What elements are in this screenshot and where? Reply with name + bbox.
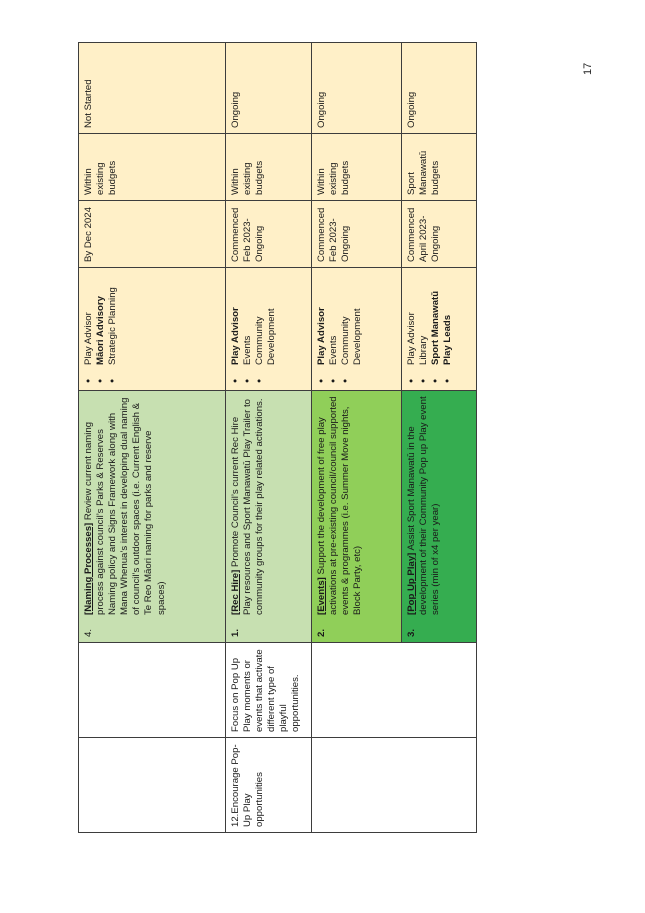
focus-cell — [79, 643, 226, 738]
status-cell: Not Started — [79, 43, 226, 134]
rotated-table-wrapper — [78, 43, 476, 833]
status-cell: Ongoing — [402, 43, 477, 134]
role-item: ● Events — [242, 273, 254, 385]
action-tag: [Pop Up Play] — [406, 552, 417, 615]
role-item: ● Māori Advisory — [95, 273, 107, 385]
action-plan-table — [78, 42, 477, 833]
budget-cell: Within existing budgets — [79, 134, 226, 201]
table-row — [312, 43, 402, 833]
focus-cell: Focus on Pop Up Play moments or events that activate different type of playful opportunities. — [226, 643, 312, 738]
role-item: ● Play Advisor — [316, 273, 328, 385]
role-item: ● Strategic Planning — [107, 273, 119, 385]
role-item: ● Events — [328, 273, 340, 385]
action-text: Assist Sport Manawatū in the development of their Community Pop up Play event series (min of x4 per year) — [406, 396, 442, 615]
focus-cell — [402, 643, 477, 738]
page-number: 17 — [582, 62, 594, 75]
action-text: Review current naming process against council’s Parks & Reserves Naming policy and Signs Framework along with Mana Whenua’s interest in developing dual naming of council’s outdoor spaces (i.e. Current English & Te Reo Māori naming for parks and reserve spaces) — [83, 397, 167, 615]
timeframe-cell: Commenced Feb 2023- Ongoing — [226, 201, 312, 268]
role-item: ● Community Development — [254, 273, 278, 385]
role-item: ● Play Leads — [442, 273, 454, 385]
objective-cell — [312, 738, 402, 833]
action-cell — [312, 391, 402, 643]
budget-cell: Within existing budgets — [312, 134, 402, 201]
roles-cell — [226, 268, 312, 391]
roles-cell — [402, 268, 477, 391]
roles-cell — [79, 268, 226, 391]
table-row — [402, 43, 477, 833]
budget-cell: Within existing budgets — [226, 134, 312, 201]
action-number: 4. — [83, 628, 94, 637]
status-cell: Ongoing — [226, 43, 312, 134]
action-number: 3. — [406, 628, 417, 637]
timeframe-cell: By Dec 2024 — [79, 201, 226, 268]
role-item: ● Sport Manawatū — [430, 273, 442, 385]
role-item: ● Play Advisor — [406, 273, 418, 385]
status-cell: Ongoing — [312, 43, 402, 134]
roles-cell — [312, 268, 402, 391]
role-item: ● Community Development — [340, 273, 364, 385]
action-text: Promote Council’s current Rec Hire Play resources and Sport Manawatū Play Trailer to community groups for their play related activations. — [230, 398, 266, 615]
action-cell — [402, 391, 477, 643]
action-text: Support the development of free play activations at pre-existing council/council supported events & programmes (i.e. Summer Move nights, Block Party, etc) — [316, 396, 364, 615]
role-item: ● Play Advisor — [230, 273, 242, 385]
budget-cell: Sport Manawatū budgets — [402, 134, 477, 201]
table-row — [226, 43, 312, 833]
action-tag: [Events] — [316, 577, 327, 615]
action-tag: [Naming Processes] — [83, 522, 94, 615]
action-cell — [79, 391, 226, 643]
action-tag: [Rec Hire] — [230, 569, 241, 615]
objective-cell: 12.Encourage Pop-Up Play opportunities — [226, 738, 312, 833]
action-number: 1. — [230, 628, 241, 637]
timeframe-cell: Commenced April 2023- Ongoing — [402, 201, 477, 268]
role-item: ● Library — [418, 273, 430, 385]
action-number: 2. — [316, 628, 327, 637]
role-item: ● Play Advisor — [83, 273, 95, 385]
action-cell — [226, 391, 312, 643]
focus-cell — [312, 643, 402, 738]
objective-cell — [79, 738, 226, 833]
table-row — [79, 43, 226, 833]
objective-cell — [402, 738, 477, 833]
timeframe-cell: Commenced Feb 2023- Ongoing — [312, 201, 402, 268]
